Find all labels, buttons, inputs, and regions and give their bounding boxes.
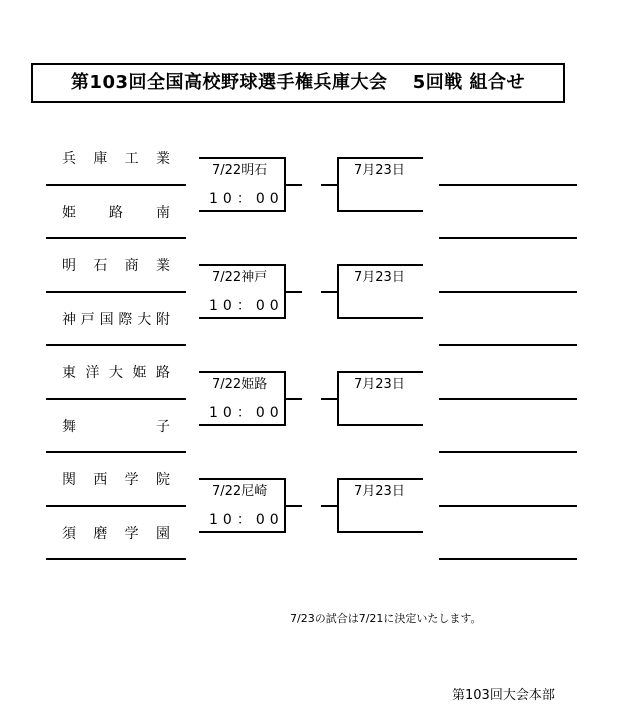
next-vertical-line (337, 371, 339, 426)
team-a-line (46, 291, 186, 293)
team-b-line (46, 237, 186, 239)
team-a-line (46, 398, 186, 400)
team-b-line (46, 344, 186, 346)
match-bottom-line (199, 531, 285, 533)
winner-line-top (439, 398, 577, 400)
next-top-line (337, 371, 423, 373)
match-time: 10：00 (209, 405, 284, 421)
winner-line-top (439, 184, 577, 186)
team-a-name: 兵 庫 工 業 (62, 151, 170, 167)
match-top-line (199, 264, 285, 266)
schedule-note: 7/23の試合は7/21に決定いたします。 (290, 612, 482, 625)
next-bottom-line (337, 424, 423, 426)
next-connector (321, 184, 338, 186)
next-connector (321, 291, 338, 293)
winner-line-bottom (439, 558, 577, 560)
next-top-line (337, 157, 423, 159)
next-round-date: 7月23日 (354, 484, 405, 499)
winner-line-top (439, 291, 577, 293)
next-vertical-line (337, 157, 339, 212)
match-time: 10：00 (209, 191, 284, 207)
match-bottom-line (199, 424, 285, 426)
team-b-name: 須 磨 学 園 (62, 526, 170, 542)
team-a-line (46, 505, 186, 507)
match-time: 10：00 (209, 298, 284, 314)
next-bottom-line (337, 531, 423, 533)
match-date-venue: 7/22姫路 (212, 377, 268, 392)
next-connector (321, 398, 338, 400)
match-connector (286, 291, 302, 293)
match-connector (286, 505, 302, 507)
match-date-venue: 7/22尼崎 (212, 484, 268, 499)
match-top-line (199, 371, 285, 373)
team-b-line (46, 558, 186, 560)
match-date-venue: 7/22神戸 (212, 270, 268, 285)
next-bottom-line (337, 210, 423, 212)
team-b-name: 舞 子 (62, 419, 170, 435)
match-top-line (199, 157, 285, 159)
next-round-date: 7月23日 (354, 377, 405, 392)
match-connector (286, 184, 302, 186)
match-time: 10：00 (209, 512, 284, 528)
next-bottom-line (337, 317, 423, 319)
winner-line-top (439, 505, 577, 507)
team-b-name: 姫 路 南 (62, 205, 170, 221)
next-round-date: 7月23日 (354, 163, 405, 178)
team-b-name: 神 戸 国 際 大 附 (62, 312, 170, 328)
next-vertical-line (337, 478, 339, 533)
next-top-line (337, 478, 423, 480)
match-connector (286, 398, 302, 400)
page-title: 第103回全国高校野球選手権兵庫大会 5回戦 組合せ (31, 63, 565, 103)
team-b-line (46, 451, 186, 453)
team-a-line (46, 184, 186, 186)
next-top-line (337, 264, 423, 266)
team-a-name: 関 西 学 院 (62, 472, 170, 488)
team-a-name: 明 石 商 業 (62, 258, 170, 274)
match-top-line (199, 478, 285, 480)
next-round-date: 7月23日 (354, 270, 405, 285)
next-vertical-line (337, 264, 339, 319)
match-bottom-line (199, 317, 285, 319)
next-connector (321, 505, 338, 507)
match-date-venue: 7/22明石 (212, 163, 268, 178)
match-bottom-line (199, 210, 285, 212)
team-a-name: 東 洋 大 姫 路 (62, 365, 170, 381)
winner-line-bottom (439, 344, 577, 346)
winner-line-bottom (439, 237, 577, 239)
organizer-label: 第103回大会本部 (452, 688, 555, 703)
winner-line-bottom (439, 451, 577, 453)
